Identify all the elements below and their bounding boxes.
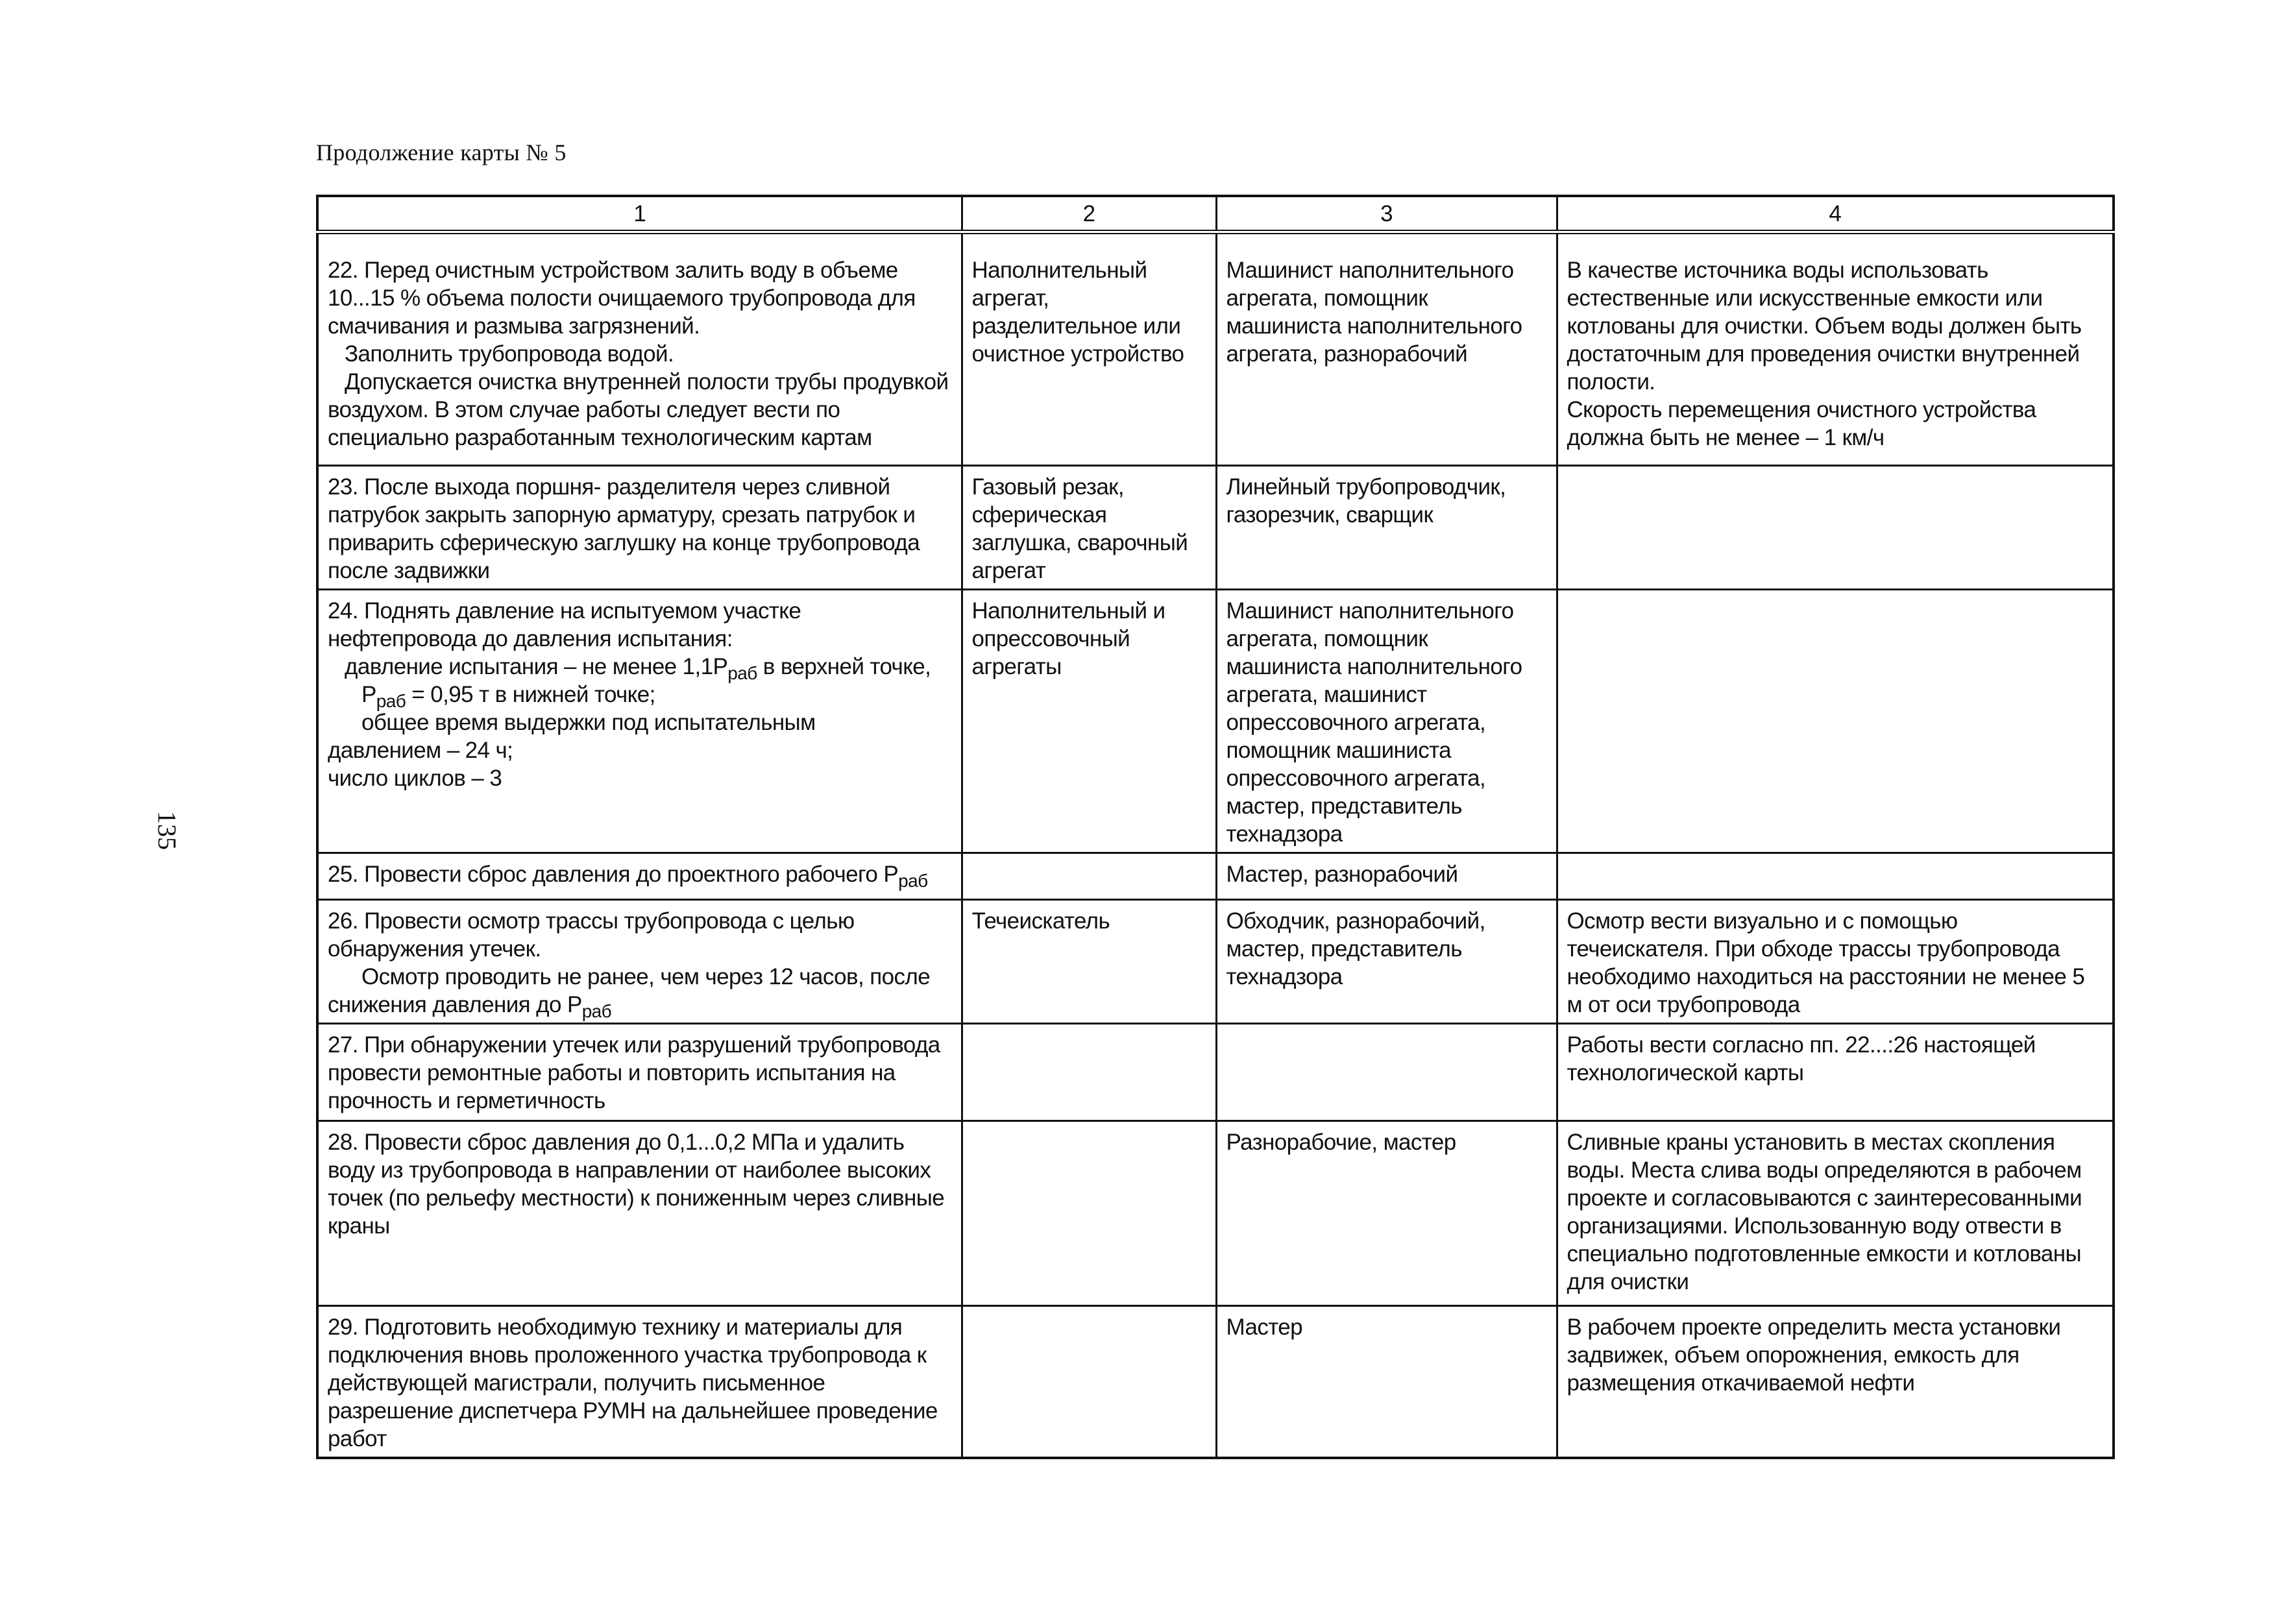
operation-cell <box>317 590 962 853</box>
notes-cell <box>1557 590 2114 853</box>
operation-text: Осмотр проводить не ранее, чем через 12 часов, после снижения давления до $P_{раб}$ <box>328 964 931 1021</box>
table-header-row <box>317 196 2114 232</box>
operation-text: 24. Поднять давление на испытуемом участке нефтепровода до давления испытания: <box>328 598 801 651</box>
equipment-cell: Наполнительный агрегат, разделительное или очистное устройство <box>962 232 1216 466</box>
operation-text: число циклов – 3 <box>328 766 502 791</box>
personnel-cell: Машинист наполнительного агрегата, помощник машиниста наполнительного агрегата, машинист опрессовочного агрегата, помощник машиниста опрессовочного агрегата, мастер, представитель технадзора <box>1216 590 1557 853</box>
table-row <box>317 1024 2114 1121</box>
equipment-cell <box>962 1024 1216 1121</box>
operation-text: давление испытания – не менее $1,1P_{раб}$ в верхней точке, <box>345 654 931 683</box>
operation-cell <box>317 900 962 1024</box>
operation-cell: 23. После выхода поршня- разделителя через сливной патрубок закрыть запорную арматуру, срезать патрубок и приварить сферическую заглушку на конце трубопровода после задвижки <box>317 466 962 590</box>
operation-text: давлением – 24 ч; <box>328 738 513 763</box>
notes-cell: Сливные краны установить в местах скопления воды. Места слива воды определяются в рабочем проекте и согласовываются с заинтересованными организациями. Использованную воду отвести в специально подготовленные емкости и котлованы для очистки <box>1557 1121 2114 1306</box>
work-operations-table <box>316 195 2115 1459</box>
operation-text: $P_{раб} = 0,95$ т в нижней точке; <box>361 682 655 711</box>
table-row <box>317 853 2114 900</box>
operation-text: 22. Перед очистным устройством залить воду в объеме 10...15 % объема полости очищаемого трубопровода для смачивания и размыва загрязнений. <box>328 258 916 339</box>
equipment-cell: Течеискатель <box>962 900 1216 1024</box>
note-text: В качестве источника воды использовать естественные или искусственные емкости или котлованы для очистки. Объем воды должен быть достаточным для проведения очистки внутренней полости. <box>1567 258 2082 394</box>
personnel-cell: Линейный трубопроводчик, газорезчик, сварщик <box>1216 466 1557 590</box>
notes-cell <box>1557 466 2114 590</box>
personnel-cell <box>1216 1024 1557 1121</box>
table-row <box>317 1306 2114 1459</box>
column-header: 4 <box>1557 196 2114 232</box>
notes-cell: В рабочем проекте определить места установки задвижек, объем опорожнения, емкость для размещения откачиваемой нефти <box>1557 1306 2114 1459</box>
table-row <box>317 590 2114 853</box>
operation-cell: 25. Провести сброс давления до проектного рабочего $P_{раб}$ <box>317 853 962 900</box>
notes-cell: Осмотр вести визуально и с помощью течеискателя. При обходе трассы трубопровода необходимо находиться на расстоянии не менее 5 м от оси трубопровода <box>1557 900 2114 1024</box>
operation-cell <box>317 232 962 466</box>
column-header: 2 <box>962 196 1216 232</box>
operation-cell: 29. Подготовить необходимую технику и материалы для подключения вновь проложенного участка трубопровода к действующей магистрали, получить письменное разрешение диспетчера РУМН на дальнейшее проведение работ <box>317 1306 962 1459</box>
operation-text: общее время выдержки под испытательным <box>361 710 816 735</box>
operation-cell: 27. При обнаружении утечек или разрушений трубопровода провести ремонтные работы и повторить испытания на прочность и герметичность <box>317 1024 962 1121</box>
personnel-cell: Разнорабочие, мастер <box>1216 1121 1557 1306</box>
notes-cell: Работы вести согласно пп. 22...:26 настоящей технологической карты <box>1557 1024 2114 1121</box>
notes-cell <box>1557 232 2114 466</box>
notes-cell <box>1557 853 2114 900</box>
personnel-cell: Мастер <box>1216 1306 1557 1459</box>
note-text: Скорость перемещения очистного устройства должна быть не менее – 1 км/ч <box>1567 397 2036 450</box>
personnel-cell: Машинист наполнительного агрегата, помощник машиниста наполнительного агрегата, разнорабочий <box>1216 232 1557 466</box>
equipment-cell: Наполнительный и опрессовочный агрегаты <box>962 590 1216 853</box>
operation-cell: 28. Провести сброс давления до 0,1...0,2 МПа и удалить воду из трубопровода в направлении от наиболее высоких точек (по рельефу местности) к пониженным через сливные краны <box>317 1121 962 1306</box>
personnel-cell: Обходчик, разнорабочий, мастер, представитель технадзора <box>1216 900 1557 1024</box>
operation-text: 26. Провести осмотр трассы трубопровода с целью обнаружения утечек. <box>328 908 855 962</box>
table-row <box>317 232 2114 466</box>
equipment-cell <box>962 853 1216 900</box>
table-row <box>317 900 2114 1024</box>
table-row <box>317 466 2114 590</box>
continuation-caption: Продолжение карты № 5 <box>316 139 567 165</box>
page-number: 135 <box>152 811 182 850</box>
operation-text: Заполнить трубопровода водой. <box>345 341 674 367</box>
equipment-cell <box>962 1306 1216 1459</box>
operation-text: Допускается очистка внутренней полости трубы продувкой воздухом. В этом случае работы следует вести по специально разработанным технологическим картам <box>328 369 949 450</box>
column-header: 3 <box>1216 196 1557 232</box>
equipment-cell <box>962 1121 1216 1306</box>
column-header: 1 <box>317 196 962 232</box>
personnel-cell: Мастер, разнорабочий <box>1216 853 1557 900</box>
table-row <box>317 1121 2114 1306</box>
equipment-cell: Газовый резак, сферическая заглушка, сварочный агрегат <box>962 466 1216 590</box>
